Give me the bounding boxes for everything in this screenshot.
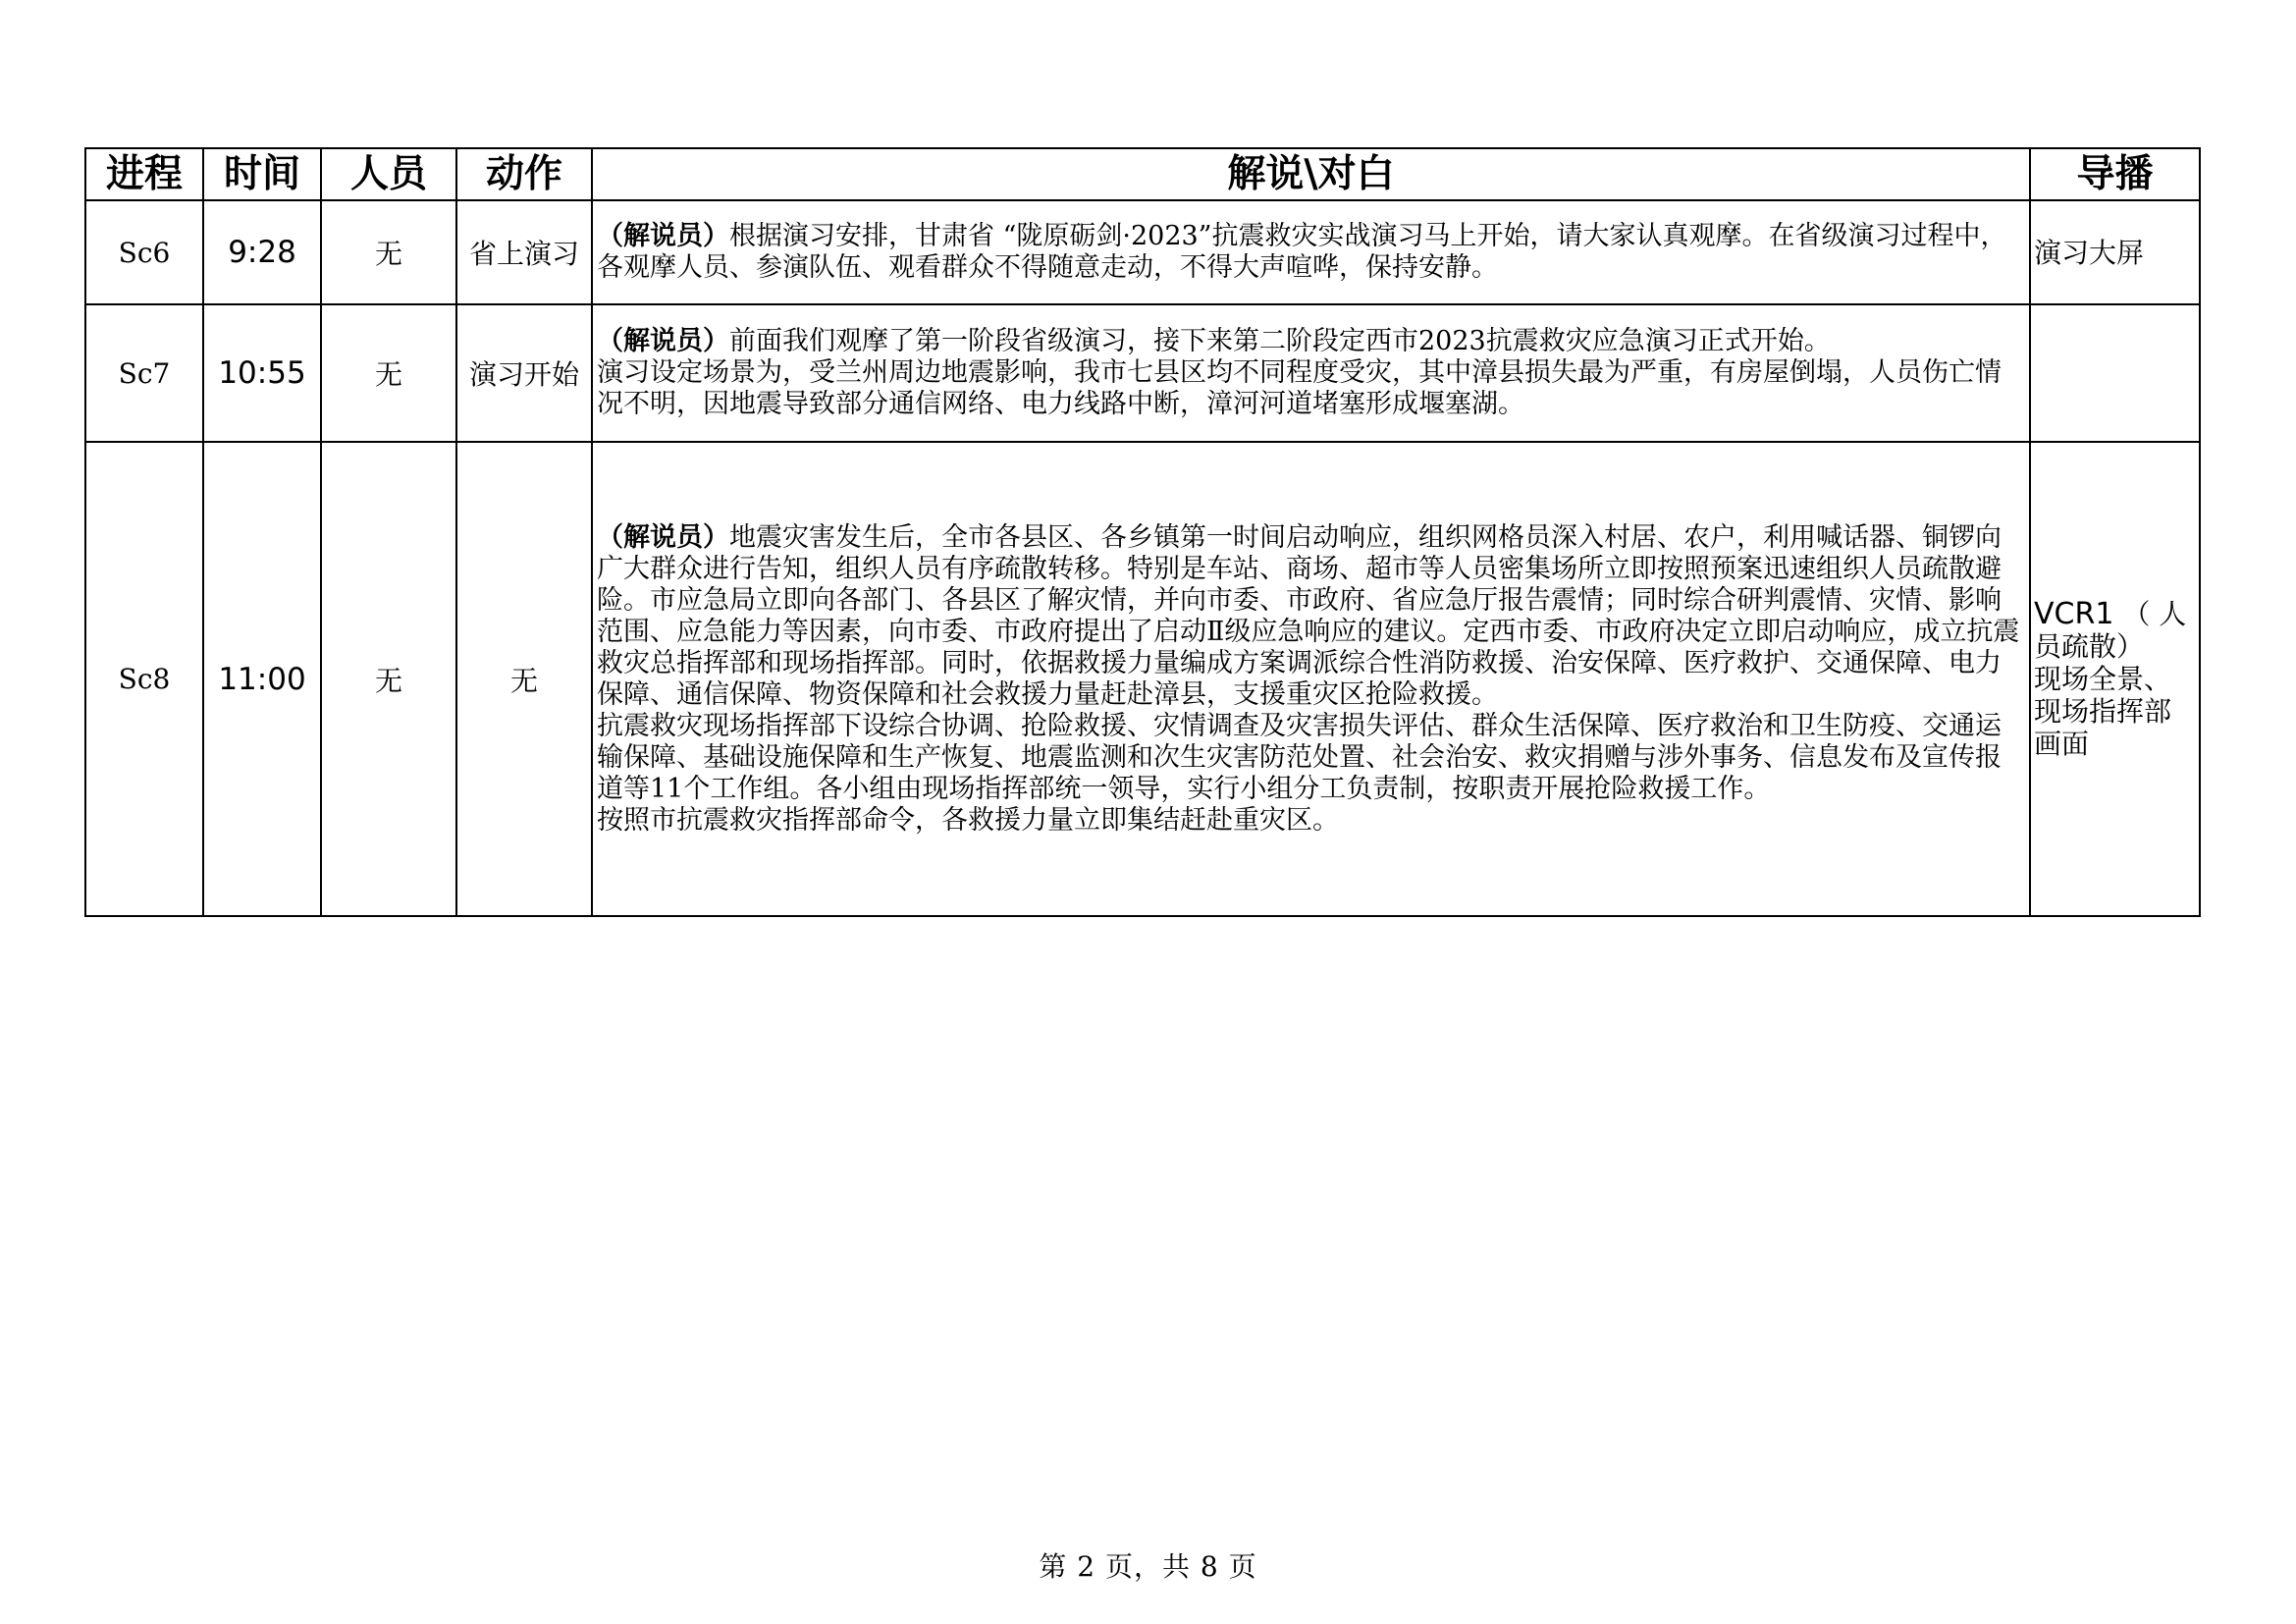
personnel-cell: 无 <box>321 200 456 304</box>
narrator-tag: （解说员） <box>597 326 729 356</box>
narrator-tag: （解说员） <box>597 221 729 251</box>
narration-paragraph: 抗震救灾现场指挥部下设综合协调、抢险救援、灾情调查及灾害损失评估、群众生活保障、医疗救治和卫生防疫、交通运输保障、基础设施保障和生产恢复、地震监测和次生灾害防范处置、社会治安、救灾捐赠与涉外事务、信息发布及宣传报道等11个工作组。各小组由现场指挥部统一领导，实行小组分工负责制，按职责开展抢险救援工作。 <box>597 710 2002 804</box>
scene-cell: Sc7 <box>85 304 203 442</box>
narrator-tag: （解说员） <box>597 521 729 553</box>
narration-cell <box>592 442 2030 916</box>
header-narration: 解说\对白 <box>592 148 2030 200</box>
narration-text: 前面我们观摩了第一阶段省级演习，接下来第二阶段定西市2023抗震救灾应急演习正式开始。 <box>729 326 1831 356</box>
script-table <box>84 147 2201 917</box>
narration-cell <box>592 304 2030 442</box>
table-row <box>85 442 2200 916</box>
table-row <box>85 304 2200 442</box>
narration-paragraph: 演习设定场景为，受兰州周边地震影响，我市七县区均不同程度受灾，其中漳县损失最为严重，有房屋倒塌，人员伤亡情况不明，因地震导致部分通信网络、电力线路中断，漳河河道堵塞形成堰塞湖。 <box>597 357 2002 419</box>
header-action: 动作 <box>456 148 592 200</box>
director-note <box>2034 598 2196 663</box>
table-row <box>85 200 2200 304</box>
time-cell: 9:28 <box>203 200 321 304</box>
action-cell: 无 <box>456 442 592 916</box>
header-row <box>85 148 2200 200</box>
time-cell: 11:00 <box>203 442 321 916</box>
director-cell <box>2030 200 2200 304</box>
scene-cell: Sc6 <box>85 200 203 304</box>
narration-cell <box>592 200 2030 304</box>
personnel-cell: 无 <box>321 304 456 442</box>
narration-paragraph <box>597 221 2025 284</box>
time-cell: 10:55 <box>203 304 321 442</box>
director-note: 现场全景、现场指挥部画面 <box>2034 663 2172 760</box>
director-note-text: （ 人员疏散） <box>2034 598 2187 663</box>
director-note: 演习大屏 <box>2034 236 2145 269</box>
scene-cell: Sc8 <box>85 442 203 916</box>
narration-paragraph <box>597 326 2025 357</box>
header-time: 时间 <box>203 148 321 200</box>
header-progress: 进程 <box>85 148 203 200</box>
action-cell: 演习开始 <box>456 304 592 442</box>
header-director: 导播 <box>2030 148 2200 200</box>
header-personnel: 人员 <box>321 148 456 200</box>
narration-text: 根据演习安排，甘肃省 “陇原砺剑·2023”抗震救灾实战演习马上开始，请大家认真观摩。在省级演习过程中，各观摩人员、参演队伍、观看群众不得随意走动，不得大声喧哗，保持安静。 <box>597 221 2007 283</box>
director-cell <box>2030 442 2200 916</box>
personnel-cell: 无 <box>321 442 456 916</box>
narration-paragraph: 按照市抗震救灾指挥部命令，各救援力量立即集结赶赴重灾区。 <box>597 804 1339 836</box>
director-cell <box>2030 304 2200 442</box>
vcr-label: VCR1 <box>2034 597 2114 631</box>
action-cell: 省上演习 <box>456 200 592 304</box>
narration-paragraph <box>597 522 2025 711</box>
narration-text: 地震灾害发生后，全市各县区、各乡镇第一时间启动响应，组织网格员深入村居、农户，利用喊话器、铜锣向广大群众进行告知，组织人员有序疏散转移。特别是车站、商场、超市等人员密集场所立即按照预案迅速组织人员疏散避险。市应急局立即向各部门、各县区了解灾情，并向市委、市政府、省应急厅报告震情；同时综合研判震情、灾情、影响范围、应急能力等因素，向市委、市政府提出了启动Ⅱ级应急响应的建议。定西市委、市政府决定立即启动响应，成立抗震救灾总指挥部和现场指挥部。同时，依据救援力量编成方案调派综合性消防救援、治安保障、医疗救护、交通保障、电力保障、通信保障、物资保障和社会救援力量赶赴漳县，支援重灾区抢险救援。 <box>597 521 2020 710</box>
page-number-footer: 第 2 页，共 8 页 <box>1039 1550 1257 1583</box>
